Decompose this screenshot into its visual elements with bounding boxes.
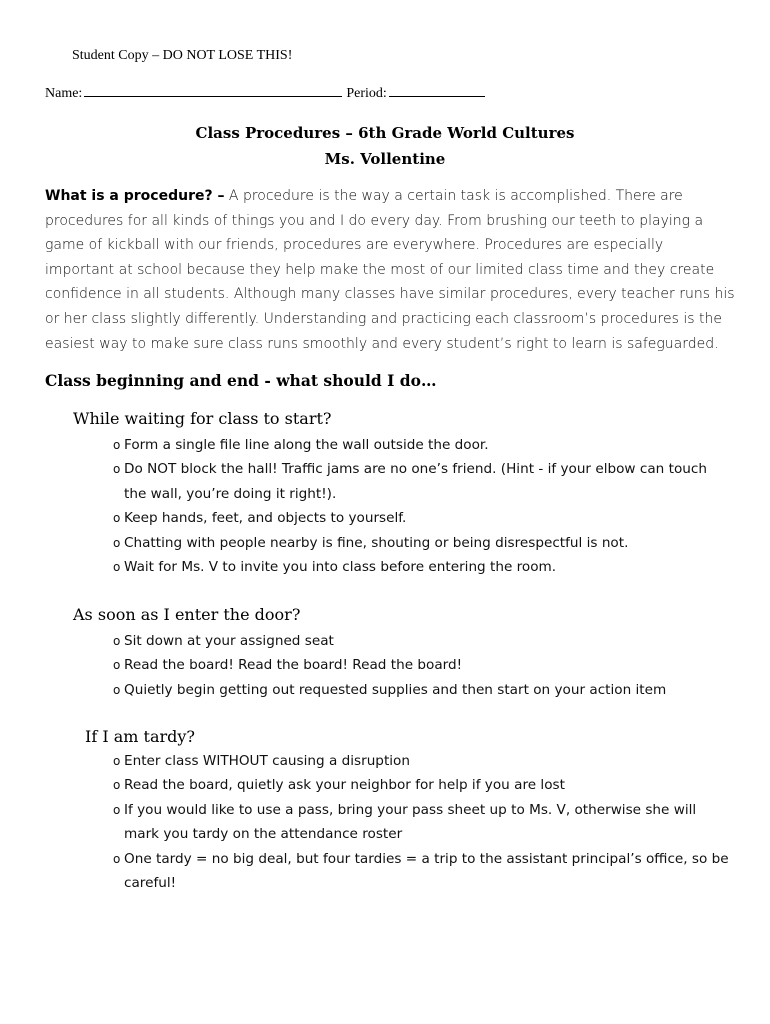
bullet-marker: o — [113, 802, 121, 817]
list-tardy — [113, 749, 731, 895]
title-line-1: Class Procedures – 6th Grade World Cultures — [195, 124, 575, 142]
bullet-marker: o — [113, 754, 121, 768]
bullet-marker: o — [113, 634, 121, 648]
list-enter — [113, 629, 731, 702]
group-heading-tardy: If I am tardy? — [85, 727, 196, 746]
list-item: o Sit down at your assigned seat — [113, 629, 731, 653]
intro-paragraph — [45, 184, 735, 356]
page-title — [0, 120, 770, 172]
list-item: o Chatting with people nearby is fine, shouting or being disrespectful is not. — [113, 531, 731, 555]
group-heading-enter: As soon as I enter the door? — [73, 605, 301, 624]
bullet-marker: o — [113, 682, 121, 697]
intro-text: A procedure is the way a certain task is accomplished. There are procedures for all kinds of things you and I do every day. From brushing our teeth to playing a game of kickball with our friends, procedures are everywhere. Procedures are especially important at school because they help make the most of our limited class time and they create confidence in all students. Although many classes have similar procedures, every teacher runs his or her class slightly differently. Understanding and practicing each classroom’s procedures is the easiest way to make sure class runs smoothly and every student’s right to learn is safeguarded. — [45, 188, 735, 352]
list-item: o Enter class WITHOUT causing a disruption — [113, 749, 731, 773]
bullet-marker: o — [113, 511, 121, 526]
list-item: o Do NOT block the hall! Traffic jams are no one’s friend. (Hint - if your elbow can touch the wall, you’re doing it right!). — [113, 457, 731, 506]
bullet-marker: o — [113, 535, 121, 550]
bullet-marker: o — [113, 851, 121, 866]
name-blank[interactable] — [84, 84, 342, 97]
list-waiting — [113, 433, 731, 579]
section-heading: Class beginning and end - what should I do… — [45, 371, 437, 390]
bullet-marker: o — [113, 438, 121, 452]
name-label: Name: — [45, 86, 83, 101]
list-item: o Form a single file line along the wall outside the door. — [113, 433, 731, 457]
title-line-2: Ms. Vollentine — [324, 150, 446, 168]
intro-lead: What is a procedure? – — [45, 188, 225, 204]
period-label: Period: — [346, 86, 387, 101]
list-item: o Read the board, quietly ask your neighbor for help if you are lost — [113, 773, 731, 797]
group-heading-waiting: While waiting for class to start? — [73, 409, 332, 428]
list-item: o One tardy = no big deal, but four tardies = a trip to the assistant principal’s office, so be careful! — [113, 847, 731, 896]
bullet-marker: o — [113, 778, 121, 793]
list-item: o Quietly begin getting out requested supplies and then start on your action item — [113, 678, 731, 702]
bullet-marker: o — [113, 658, 121, 673]
name-period-line — [45, 84, 489, 102]
list-item: o If you would like to use a pass, bring your pass sheet up to Ms. V, otherwise she will mark you tardy on the attendance roster — [113, 798, 731, 847]
copy-notice: Student Copy – DO NOT LOSE THIS! — [72, 48, 293, 63]
bullet-marker: o — [113, 560, 121, 575]
list-item: o Keep hands, feet, and objects to yourself. — [113, 506, 731, 530]
list-item: o Read the board! Read the board! Read the board! — [113, 653, 731, 677]
bullet-marker: o — [113, 462, 121, 477]
list-item: o Wait for Ms. V to invite you into class before entering the room. — [113, 555, 731, 579]
period-blank[interactable] — [389, 84, 485, 97]
